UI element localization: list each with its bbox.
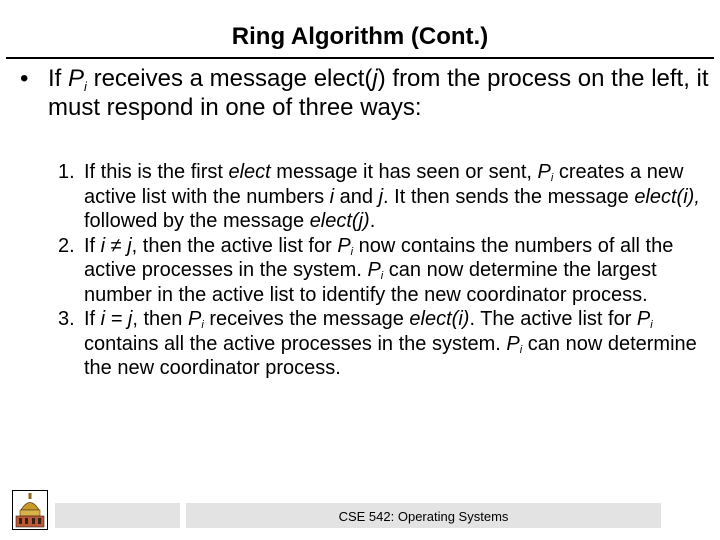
- main-bullet: [20, 64, 710, 122]
- university-dome-logo-icon: [12, 490, 48, 530]
- list-item-1: 1. If this is the first elect message it has seen or sent, $P_i$ creates a new active list with the numbers i and j. It then sends the message elect(i), followed by the message elect(j).: [58, 161, 700, 232]
- footer-box-left: [55, 503, 180, 528]
- slide-title: Ring Algorithm (Cont.): [231, 23, 489, 50]
- numbered-list: [58, 160, 708, 381]
- main-bullet-text: If $P_i$ receives a message elect(j) from the process on the left, it must respond in one of three ways:: [48, 65, 709, 121]
- title-underline: [6, 57, 714, 59]
- list-item-2: 2. If i ≠ j, then the active list for $P_i$ now contains the numbers of all the active processes in the system. $P_i$ can now determine the largest number in the active list to identify the new coordinator process.: [58, 234, 674, 306]
- list-item-3: 3. If i = j, then $P_i$ receives the message elect(i). The active list for $P_i$ contains all the active processes in the system. $P_i$ can now determine the new coordinator process.: [58, 308, 697, 379]
- bullet-dot: •: [20, 65, 29, 92]
- footer-course-label: CSE 542: Operating Systems: [186, 503, 661, 528]
